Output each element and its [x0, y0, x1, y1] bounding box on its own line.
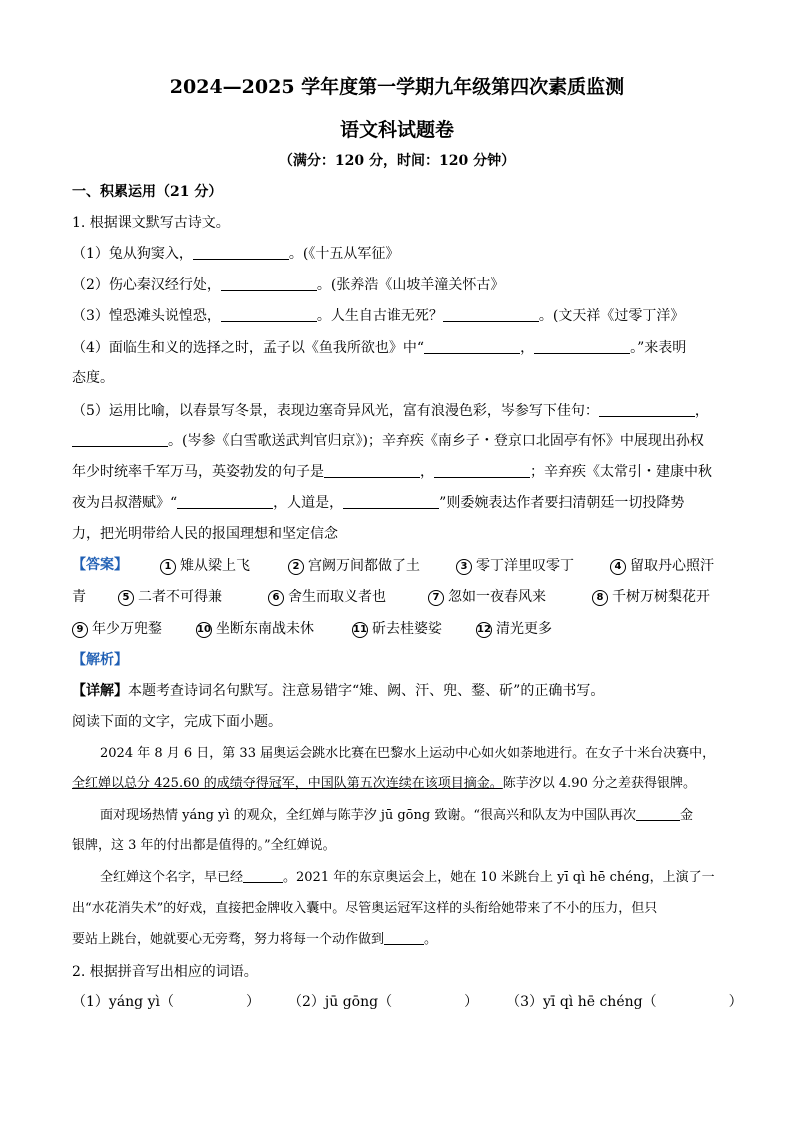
q1-text: 。(文天祥《过零丁洋》	[538, 308, 685, 324]
fill-blank	[221, 276, 317, 291]
fill-blank	[434, 463, 530, 478]
q1-text: ，人道是，	[273, 495, 344, 511]
detail-label: 【详解】	[72, 683, 128, 699]
fill-blank	[177, 494, 273, 509]
q1-text: 。(《十五从军征》	[288, 246, 400, 262]
answer-item	[268, 586, 386, 606]
passage-text: 面对现场热情 yáng yì 的观众，全红婵与陈芋汐 jū gōng 致谢。“很高兴和队友为中国队再次	[100, 808, 636, 823]
q2-item-end: ）	[245, 994, 260, 1010]
q2-items	[72, 992, 743, 1012]
answer-text: 千树万树梨花开	[612, 589, 710, 605]
subject-title: 语文科试题卷	[339, 119, 454, 141]
answer-number: 8	[592, 590, 608, 606]
fill-blank	[599, 402, 695, 417]
fill-blank	[193, 245, 289, 260]
q1-text: 年少时统率千军万马，英姿勃发的句子是	[72, 464, 324, 480]
answer-item	[456, 555, 574, 575]
answer-item	[160, 555, 250, 575]
question-1-prompt: 1. 根据课文默写古诗文。	[72, 215, 230, 231]
fill-blank	[636, 806, 680, 821]
detail-text: 本题考查诗词名句默写。注意易错字“雉、阙、汗、兜、鍪、斫”的正确书写。	[128, 683, 605, 699]
answer-item	[476, 618, 552, 638]
q1-line-1	[72, 244, 399, 264]
answer-text: 留取丹心照汗	[630, 558, 714, 574]
fill-blank	[324, 463, 420, 478]
q1-text: （3）惶恐滩头说惶恐，	[72, 308, 221, 324]
answer-number: 4	[610, 559, 626, 575]
q2-item: （2）jū gōng（	[287, 994, 393, 1010]
passage-text: 全红婵这个名字，早已经	[100, 870, 244, 885]
answer-number: 2	[288, 559, 304, 575]
passage-underlined: 全红婵以总分 425.60 的成绩夺得冠军，中国队第五次连续在该项目摘金。	[72, 776, 503, 791]
question-2-prompt: 2. 根据拼音写出相应的词语。	[72, 964, 258, 980]
answer-item	[118, 586, 222, 606]
q1-text: 。”来表明	[630, 340, 687, 356]
answer-text: 青	[72, 589, 86, 605]
answer-number: 1	[160, 559, 176, 575]
fill-blank	[384, 930, 424, 945]
answer-number: 7	[428, 590, 444, 606]
answer-text: 宫阙万间都做了土	[308, 558, 420, 574]
passage-text: 。2021 年的东京奥运会上，她在 10 米跳台上 yī qì hē chéng，上演了一	[283, 870, 715, 885]
answer-text: 零丁洋里叹零丁	[476, 558, 574, 574]
answer-item	[288, 555, 420, 575]
q1-text: （2）伤心秦汉经行处，	[72, 277, 221, 293]
answer-item	[196, 618, 314, 638]
fill-blank	[72, 432, 168, 447]
detail-line	[72, 681, 604, 701]
q1-text: 。(张养浩《山坡羊潼关怀古》	[316, 277, 505, 293]
q2-item-end: ）	[728, 994, 743, 1010]
q1-line-4-cont: 态度。	[72, 370, 114, 386]
answer-number: 3	[456, 559, 472, 575]
q1-text: （5）运用比喻，以春景写冬景，表现边塞奇异风光，富有浪漫色彩，岑参写下佳句：	[72, 403, 599, 419]
exam-info: （满分：120 分，时间：120 分钟）	[278, 153, 516, 169]
q1-line-3	[72, 306, 684, 326]
q1-text: 夜为吕叔潜赋》“	[72, 495, 178, 511]
q1-line-7	[72, 462, 712, 482]
answer-item	[592, 586, 710, 606]
q1-text: ，	[520, 340, 535, 356]
passage-line	[100, 806, 760, 826]
q1-line-5	[72, 401, 709, 421]
q1-text: ”则委婉表达作者要扫清朝廷一切投降势	[439, 495, 685, 511]
answer-number: 10	[196, 622, 212, 638]
answer-number: 9	[72, 622, 88, 638]
passage-line	[100, 868, 760, 888]
passage-text: 。	[424, 932, 438, 947]
answer-text: 二者不可得兼	[138, 589, 222, 605]
q2-item: （1）yáng yì（	[72, 994, 174, 1010]
answer-text: 年少万兜鍪	[92, 621, 162, 637]
q2-item: （3）yī qì hē chéng（	[506, 994, 657, 1010]
answer-text: 坐断东南战未休	[216, 621, 314, 637]
fill-blank	[221, 307, 317, 322]
passage-line	[72, 930, 732, 950]
fill-blank	[443, 307, 539, 322]
q1-text: （1）兔从狗窦入，	[72, 246, 193, 262]
reading-intro: 阅读下面的文字，完成下面小题。	[72, 714, 282, 730]
exam-title: 2024—2025 学年度第一学期九年级第四次素质监测	[169, 76, 625, 98]
section-heading: 一、积累运用（21 分）	[72, 184, 223, 200]
answer-text: 忽如一夜春风来	[448, 589, 546, 605]
answer-text: 雉从梁上飞	[180, 558, 250, 574]
answer-item	[352, 618, 442, 638]
answer-item	[610, 555, 714, 575]
answer-item	[72, 586, 86, 606]
answer-text: 舍生而取义者也	[288, 589, 386, 605]
q1-line-9: 力，把光明带给人民的报国理想和坚定信念	[72, 526, 338, 542]
fill-blank	[424, 339, 520, 354]
q1-text: 。(岑参《白雪歌送武判官归京》)；辛弃疾《南乡子・登京口北固亭有怀》中展现出孙权	[168, 433, 704, 449]
q1-text: （4）面临生和义的选择之时，孟子以《鱼我所欲也》中“	[72, 340, 425, 356]
q1-text: ，	[420, 464, 434, 480]
answer-number: 12	[476, 622, 492, 638]
answer-number: 5	[118, 590, 134, 606]
q1-line-2	[72, 275, 504, 295]
analysis-label: 【解析】	[72, 652, 128, 668]
passage-text: 陈芋汐以 4.90 分之差获得银牌。	[502, 776, 696, 791]
answer-label: 【答案】	[72, 557, 128, 573]
answer-item	[428, 586, 546, 606]
passage-line: 银牌，这 3 年的付出都是值得的。”全红婵说。	[72, 838, 336, 853]
passage-text: 金	[679, 808, 693, 823]
answer-text: 清光更多	[496, 621, 552, 637]
q1-text: 。人生自古谁无死？	[316, 308, 443, 324]
passage-line: 2024 年 8 月 6 日，第 33 届奥运会跳水比赛在巴黎水上运动中心如火如荼地进行。在女子十米台决赛中，	[100, 746, 716, 761]
fill-blank	[343, 494, 439, 509]
q1-line-6	[72, 431, 704, 451]
passage-text: 要站上跳台，她就要心无旁骛，努力将每一个动作做到	[72, 932, 385, 947]
answer-item	[72, 618, 162, 638]
q1-text: ，	[694, 403, 709, 419]
answer-number: 11	[352, 622, 368, 638]
fill-blank	[534, 339, 630, 354]
fill-blank	[243, 868, 283, 883]
passage-line	[72, 774, 732, 794]
answer-text: 斫去桂婆娑	[372, 621, 442, 637]
passage-line: 出“水花消失术”的好戏，直接把金牌收入囊中。尽管奥运冠军这样的头衔给她带来了不小的压力，但只	[72, 901, 658, 916]
q1-line-8	[72, 493, 684, 513]
q1-text: ；辛弃疾《太常引・建康中秋	[530, 464, 712, 480]
answer-number: 6	[268, 590, 284, 606]
q1-line-4	[72, 338, 686, 358]
q2-item-end: ）	[464, 994, 479, 1010]
